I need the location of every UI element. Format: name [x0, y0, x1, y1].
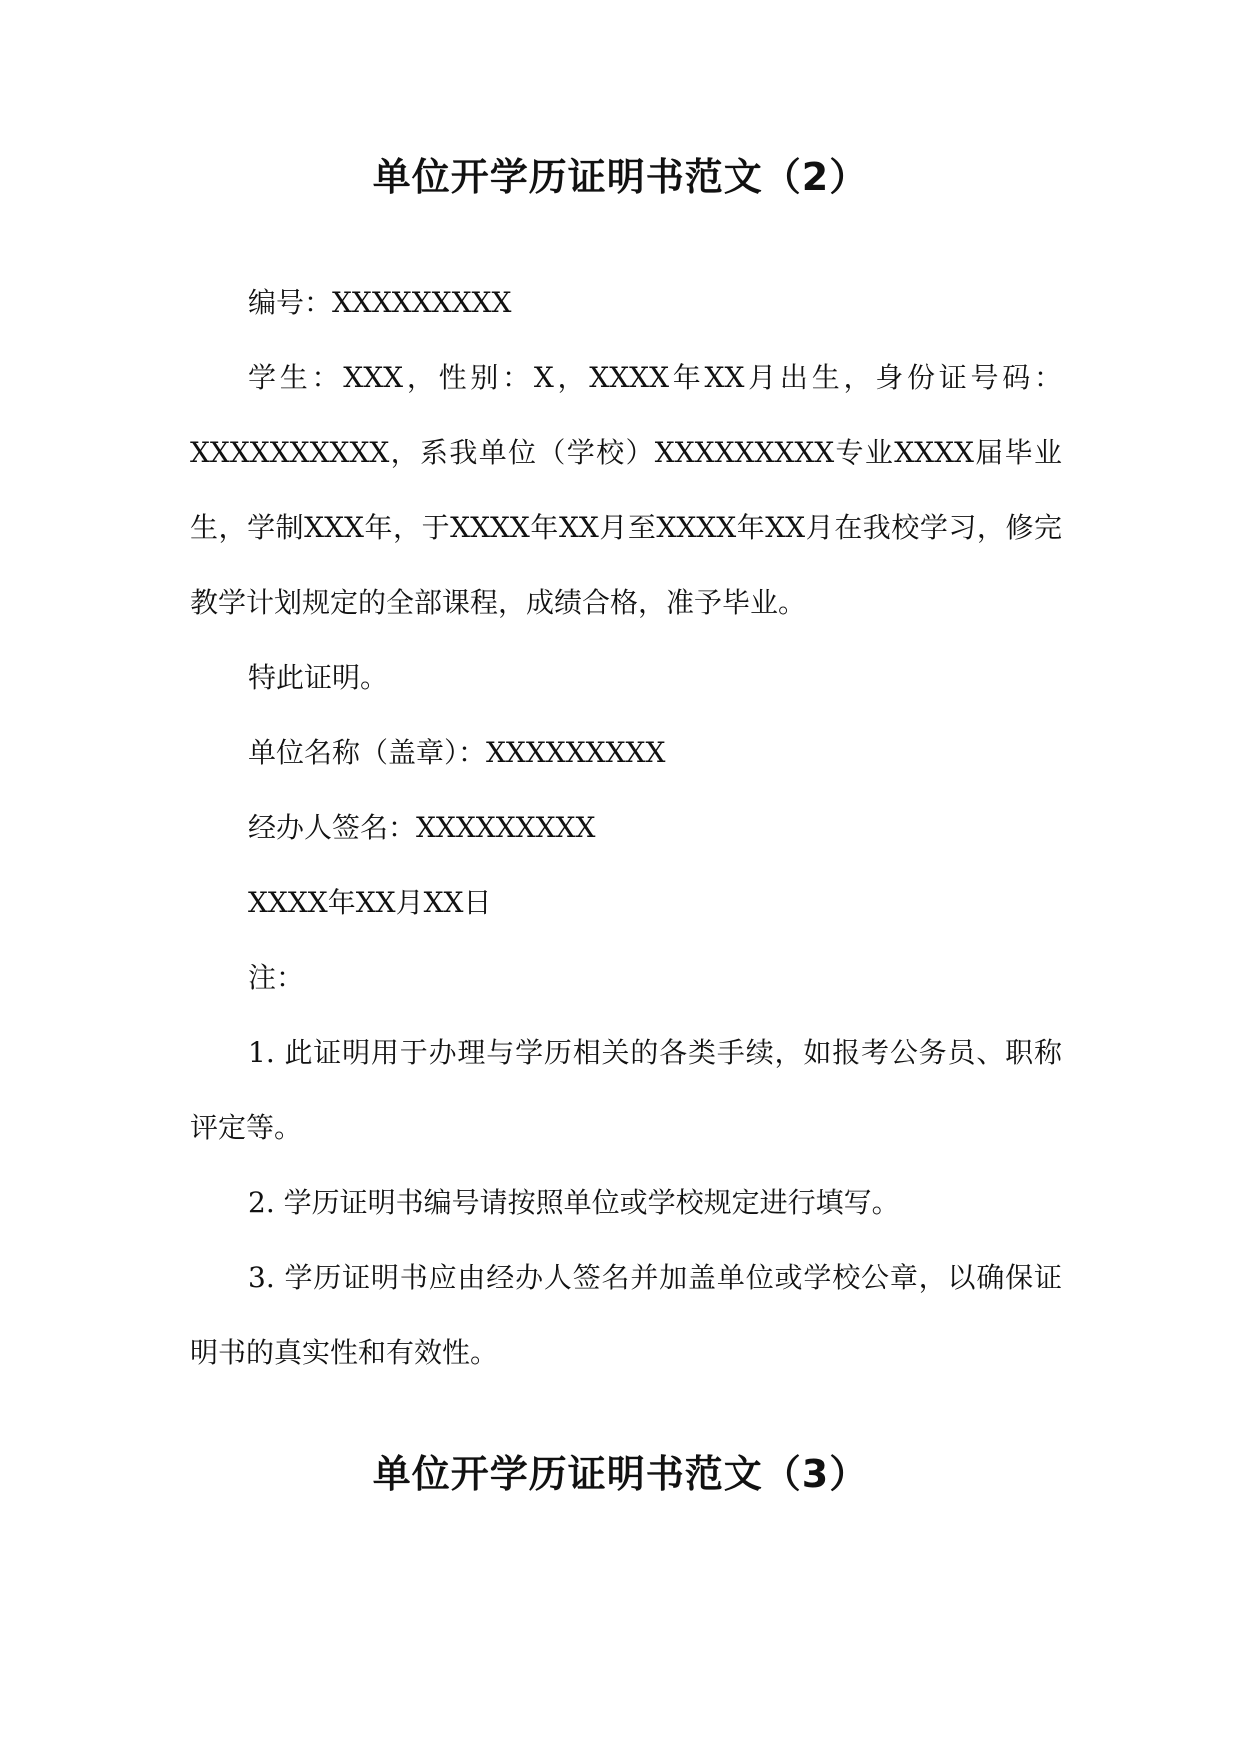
certification-statement: 特此证明。	[248, 661, 389, 694]
note-item-3: 3. 学历证明书应由经办人签名并加盖单位或学校公章，以确保证明书的真实性和有效性。	[190, 1261, 1062, 1369]
handler-signature-line: 经办人签名：XXXXXXXXX	[248, 811, 596, 844]
document-title: 单位开学历证明书范文（2）	[372, 155, 869, 199]
serial-number-line: 编号：XXXXXXXXX	[248, 286, 512, 319]
note-item-2: 2. 学历证明书编号请按照单位或学校规定进行填写。	[248, 1186, 900, 1219]
student-info-paragraph: 学生：XXX，性别：X，XXXX年XX月出生，身份证号码：XXXXXXXXXX，系我单位（学校）XXXXXXXXX专业XXXX届毕业生，学制XXX年，于XXXX年XX月至XXXX年XX月在我校学习，修完教学计划规定的全部课程，成绩合格，准予毕业。	[190, 361, 1062, 619]
document-body	[190, 265, 1062, 1390]
unit-name-line: 单位名称（盖章）：XXXXXXXXX	[248, 736, 666, 769]
notes-heading: 注：	[248, 961, 305, 994]
note-item-1: 1. 此证明用于办理与学历相关的各类手续，如报考公务员、职称评定等。	[190, 1036, 1062, 1144]
next-section-title: 单位开学历证明书范文（3）	[372, 1452, 869, 1496]
date-line: XXXX年XX月XX日	[248, 886, 492, 919]
